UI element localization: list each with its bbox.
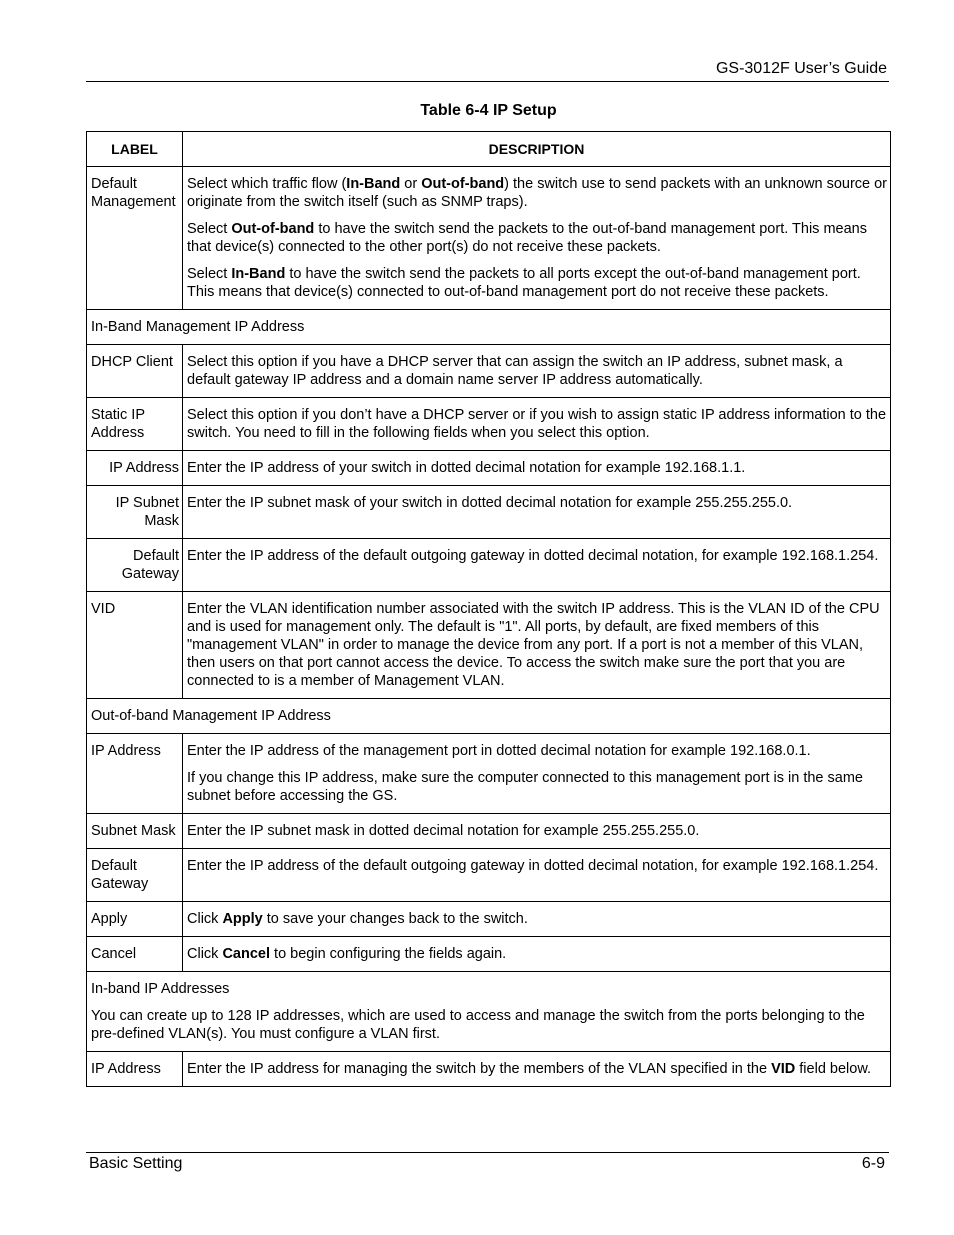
row-description: Enter the IP address of the default outgoing gateway in dotted decimal notation, for example 192.168.1.254. <box>183 539 891 592</box>
row-label: Default Management <box>87 167 183 310</box>
table-row-oob-subnet-mask <box>87 814 891 849</box>
row-description: Enter the IP address of the default outgoing gateway in dotted decimal notation, for example 192.168.1.254. <box>183 849 891 902</box>
text: Enter the IP address for managing the switch by the members of the VLAN specified in the <box>187 1061 772 1077</box>
row-label: DHCP Client <box>87 345 183 398</box>
description-paragraph <box>187 220 887 256</box>
table-row-oob-ip-address <box>87 734 891 814</box>
row-description: Enter the VLAN identification number associated with the switch IP address. This is the VLAN ID of the CPU and is used for management only. The default is "1". All ports, by default, are fixed members of this "management VLAN" in order to manage the device from any port. If a port is not a member of this VLAN, then users on that port cannot access the device. To access the switch make sure the port that you are connected to is a member of Management VLAN. <box>183 592 891 699</box>
column-header-label: LABEL <box>87 132 183 167</box>
keyword-out-of-band: Out-of-band <box>421 176 505 192</box>
row-description: Enter the IP address of your switch in dotted decimal notation for example 192.168.1.1. <box>183 451 891 486</box>
table-row-cancel <box>87 937 891 972</box>
text: to have the switch send the packets to all ports except the out-of-band management port. This means that device(s) connected to out-of-band management port do not receive these packets. <box>187 266 861 300</box>
row-description <box>183 937 891 972</box>
row-description: Select this option if you don’t have a DHCP server or if you wish to assign static IP address information to the switch. You need to fill in the following fields when you select this option. <box>183 398 891 451</box>
row-label: IP Address <box>87 734 183 814</box>
row-label: Subnet Mask <box>87 814 183 849</box>
table-header-row <box>87 132 891 167</box>
keyword-in-band: In-Band <box>231 266 286 282</box>
label-line: IP Subnet <box>115 495 179 511</box>
row-description: Enter the IP subnet mask of your switch in dotted decimal notation for example 255.255.255.0. <box>183 486 891 539</box>
table-row-default-management <box>87 167 891 310</box>
table-row-static-default-gateway <box>87 539 891 592</box>
description-paragraph: Enter the IP address of the management port in dotted decimal notation for example 192.168.0.1. <box>187 743 811 759</box>
row-label <box>87 539 183 592</box>
section-row-inband-management <box>87 310 891 345</box>
section-cell <box>87 972 891 1052</box>
keyword-apply: Apply <box>222 911 263 927</box>
section-title: In-band IP Addresses <box>91 981 230 997</box>
row-description <box>183 902 891 937</box>
row-label: Default Gateway <box>87 849 183 902</box>
row-description <box>183 167 891 310</box>
table-row-dhcp-client <box>87 345 891 398</box>
text: to begin configuring the fields again. <box>270 946 507 962</box>
text: or <box>400 176 422 192</box>
table-row-static-ip-address <box>87 451 891 486</box>
text: Click <box>187 911 223 927</box>
footer-section-name: Basic Setting <box>89 1155 183 1172</box>
table-row-static-subnet-mask <box>87 486 891 539</box>
keyword-in-band: In-Band <box>346 176 401 192</box>
section-title: In-Band Management IP Address <box>87 310 891 345</box>
row-description <box>183 734 891 814</box>
table-row-static-ip <box>87 398 891 451</box>
column-header-description: DESCRIPTION <box>183 132 891 167</box>
table-caption: Table 6-4 IP Setup <box>420 102 557 119</box>
text: Select <box>187 266 232 282</box>
text: ) the switch use to send packets with an unknown source or originate from the switch itself (such as SNMP traps). <box>187 176 888 210</box>
footer-rule <box>86 1152 889 1153</box>
section-title: Out-of-band Management IP Address <box>87 699 891 734</box>
row-label: Cancel <box>87 937 183 972</box>
row-label: Apply <box>87 902 183 937</box>
label-line: Gateway <box>121 566 179 582</box>
keyword-out-of-band: Out-of-band <box>231 221 315 237</box>
table-row-inband-ip-address <box>87 1052 891 1087</box>
row-label: IP Address <box>87 1052 183 1087</box>
table-row-apply <box>87 902 891 937</box>
table-row-oob-default-gateway <box>87 849 891 902</box>
label-line: Mask <box>144 513 179 529</box>
keyword-cancel: Cancel <box>222 946 271 962</box>
section-row-inband-addresses <box>87 972 891 1052</box>
text: Click <box>187 946 223 962</box>
label-line: Default <box>133 548 179 564</box>
row-description: Enter the IP subnet mask in dotted decimal notation for example 255.255.255.0. <box>183 814 891 849</box>
header-rule <box>86 81 889 82</box>
text: to have the switch send the packets to the out-of-band management port. This means that device(s) connected to the other port(s) do not receive these packets. <box>187 221 867 255</box>
text: to save your changes back to the switch. <box>262 911 528 927</box>
description-paragraph: If you change this IP address, make sure the computer connected to this management port is in the same subnet before accessing the GS. <box>187 770 863 804</box>
row-description <box>183 1052 891 1087</box>
section-description: You can create up to 128 IP addresses, which are used to access and manage the switch from the ports belonging to the pre-defined VLAN(s). You must configure a VLAN first. <box>91 1008 865 1042</box>
keyword-vid: VID <box>771 1061 796 1077</box>
description-paragraph <box>187 265 887 301</box>
text: field below. <box>795 1061 872 1077</box>
guide-title: GS-3012F User’s Guide <box>715 60 887 77</box>
text: Select which traffic flow ( <box>187 176 347 192</box>
row-label: VID <box>87 592 183 699</box>
table-row-vid <box>87 592 891 699</box>
text: Select <box>187 221 232 237</box>
row-label: Static IP Address <box>87 398 183 451</box>
row-label <box>87 486 183 539</box>
footer-page-number: 6-9 <box>861 1155 885 1172</box>
ip-setup-table <box>86 131 891 1087</box>
row-label: IP Address <box>87 451 183 486</box>
description-paragraph <box>187 175 887 211</box>
section-row-outband-management <box>87 699 891 734</box>
row-description: Select this option if you have a DHCP server that can assign the switch an IP address, subnet mask, a default gateway IP address and a domain name server IP address automatically. <box>183 345 891 398</box>
